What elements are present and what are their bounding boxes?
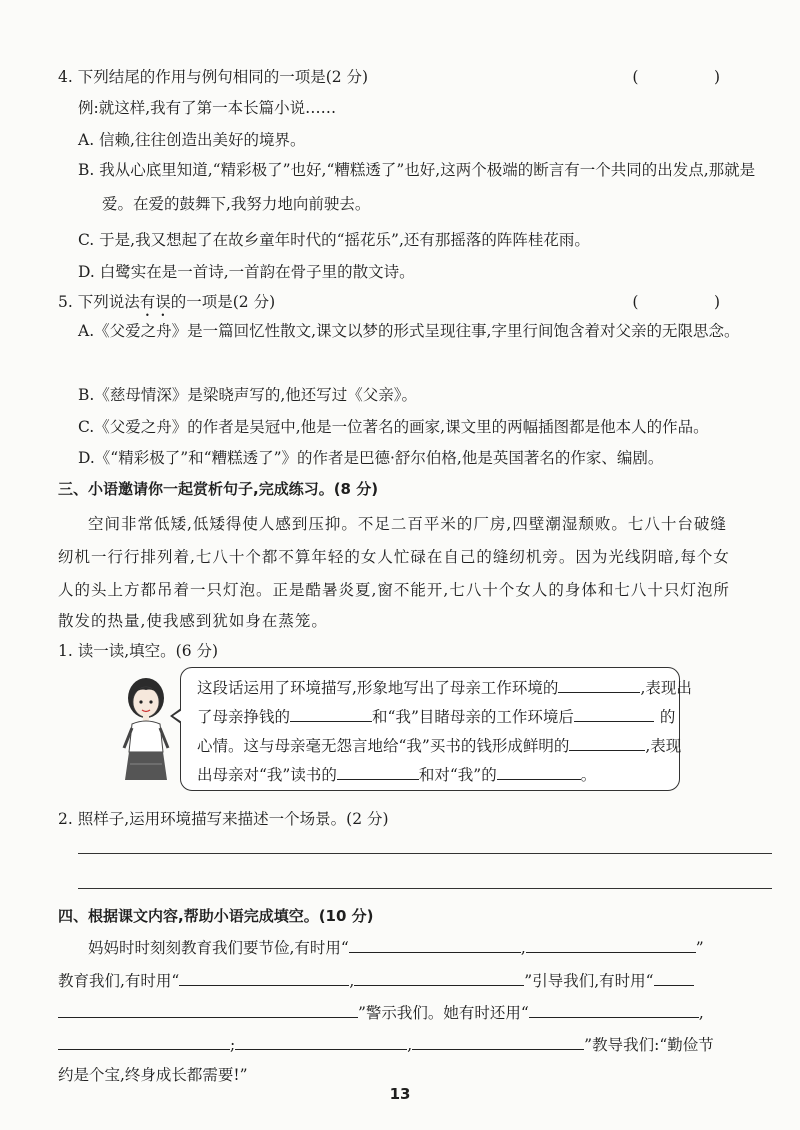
q4-option-c: C. 于是,我又想起了在故乡童年时代的“摇花乐”,还有那摇落的阵阵桂花雨。 [78,231,590,249]
blank-love[interactable] [497,765,581,780]
s3-q1-title: 1. 读一读,填空。(6 分) [58,642,219,660]
blank-environment[interactable] [558,678,640,693]
s4-line-3: ”警示我们。她有时还用“ , [58,1002,704,1024]
bubble-tail-inner [173,710,182,722]
s4-line-2: 教育我们,有时用“ , ”引导我们,有时用“ [58,970,694,992]
bubble-line-3: 心情。这与母亲毫无怨言地给“我”买书的钱形成鲜明的 ,表现 [197,737,682,755]
q5-option-a [78,314,768,348]
blank-earning[interactable] [290,707,372,722]
s4-blank-1[interactable] [349,938,521,953]
q4-option-d: D. 白鹭实在是一首诗,一首韵在骨子里的散文诗。 [78,263,415,281]
q5-option-c: C.《父爱之舟》的作者是吴冠中,他是一位著名的画家,课文里的两幅插图都是他本人的作品。 [78,418,709,436]
s4-blank-9[interactable] [235,1035,407,1050]
s4-blank-5[interactable] [654,971,694,986]
speech-bubble [180,667,692,791]
girl-face [133,687,159,717]
s4-line-1: 妈妈时时刻刻教育我们要节俭,有时用“ , ” [88,939,704,957]
girl-skirt [125,752,167,780]
s4-blank-7[interactable] [529,1003,699,1018]
s4-blank-3[interactable] [179,971,349,986]
girl-illustration [116,672,176,784]
q4-option-a: A. 信赖,往往创造出美好的境界。 [78,131,306,149]
section3-heading: 三、小语邀请你一起赏析句子,完成练习。(8 分) [58,480,379,498]
answer-line-2[interactable] [78,888,772,889]
blank-contrast[interactable] [569,736,645,751]
s4-line-5: 约是个宝,终身成长都需要!” [58,1066,248,1084]
q5-option-d: D.《“精彩极了”和“糟糕透了”》的作者是巴德·舒尔伯格,他是英国著名的作家、编剧。 [78,449,664,467]
bubble-line-2: 了母亲挣钱的 和“我”目睹母亲的工作环境后 的 [197,708,676,726]
q4-option-b-text: B. 我从心底里知道,“精彩极了”也好,“糟糕透了”也好,这两个极端的断言有一个共同的出发点,那就是爱。在爱的鼓舞下,我努力地向前驶去。 [78,161,756,213]
q5-title-pre: 5. 下列说法 [58,293,140,311]
blank-feeling[interactable] [574,707,654,722]
s4-blank-10[interactable] [412,1035,584,1050]
q5-title-post: 的一项是(2 分) [170,293,276,311]
q4-option-b [78,153,768,221]
blank-support[interactable] [337,765,419,780]
q5-option-a-text: A.《父爱之舟》是一篇回忆性散文,课文以梦的形式呈现往事,字里行间饱含着对父亲的无限思念。 [78,322,740,340]
s4-blank-8[interactable] [58,1035,230,1050]
s4-blank-2[interactable] [526,938,696,953]
s4-blank-4[interactable] [354,971,524,986]
bubble-line-1: 这段话运用了环境描写,形象地写出了母亲工作环境的 ,表现出 [197,679,692,697]
passage-line-2: 纫机一行行排列着,七八十个都不算年轻的女人忙碌在自己的缝纫机旁。因为光线阴暗,每个女 [58,548,730,566]
q4-answer-bracket[interactable]: ( ) [632,68,750,86]
passage-line-3: 人的头上方都吊着一只灯泡。正是酷暑炎夏,窗不能开,七八十个女人的身体和七八十只灯泡所 [58,581,730,599]
q5-answer-bracket[interactable]: ( ) [632,293,750,311]
passage-line-4: 散发的热量,使我感到犹如身在蒸笼。 [58,612,328,630]
s3-q2-title: 2. 照样子,运用环境描写来描述一个场景。(2 分) [58,810,389,828]
q5-title-emphasis: 有误 [139,293,171,311]
answer-line-1[interactable] [78,853,772,854]
bubble-line-4: 出母亲对“我”读书的 和对“我”的 。 [197,766,597,784]
s4-blank-6[interactable] [58,1003,358,1018]
section4-heading: 四、根据课文内容,帮助小语完成填空。(10 分) [58,907,374,925]
q4-title: 4. 下列结尾的作用与例句相同的一项是(2 分) [58,68,369,86]
passage-line-1: 空间非常低矮,低矮得使人感到压抑。不足二百平米的厂房,四壁潮湿颓败。七八十台破缝 [88,515,727,533]
page-number: 13 [389,1085,411,1103]
s4-line-4: ; , ”教导我们:“勤俭节 [58,1034,714,1056]
q5-option-b: B.《慈母情深》是梁晓声写的,他还写过《父亲》。 [78,386,417,404]
q4-example: 例:就这样,我有了第一本长篇小说…… [78,99,337,117]
